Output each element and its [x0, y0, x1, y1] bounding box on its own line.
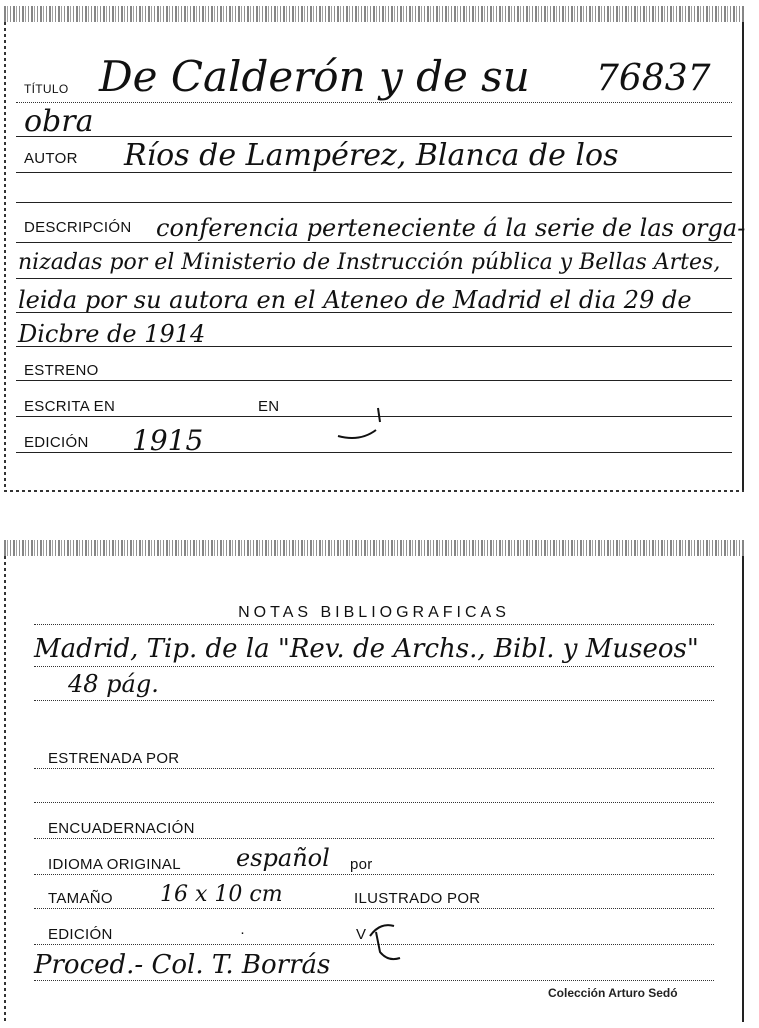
card-edge-right [742, 22, 744, 492]
descripcion-rule-2 [16, 278, 732, 279]
catalog-card-top [4, 6, 744, 492]
procedencia-rule [34, 980, 714, 981]
titulo-rule-2 [16, 136, 732, 137]
descripcion-rule-1 [16, 242, 732, 243]
idioma-original-value: español [236, 844, 330, 872]
autor-value: Ríos de Lampérez, Blanca de los [124, 138, 619, 173]
estrenada-rule [34, 768, 714, 769]
ilustrado-por-label: ILUSTRADO POR [354, 890, 481, 907]
estreno-rule [16, 380, 732, 381]
encuadernacion-rule [34, 838, 714, 839]
descripcion-rule-3 [16, 312, 732, 313]
card-edge-right [742, 556, 744, 1022]
edicion-label: EDICIÓN [24, 434, 89, 451]
estrenada-por-label: ESTRENADA POR [48, 750, 180, 767]
dot-mark: · [240, 924, 246, 941]
edicion-rule [16, 452, 732, 453]
titulo-label: TÍTULO [24, 82, 69, 96]
descripcion-label: DESCRIPCIÓN [24, 219, 132, 236]
titulo-rule [16, 102, 732, 103]
descripcion-line4: Dicbre de 1914 [18, 320, 206, 348]
notas-line2: 48 pág. [68, 670, 159, 698]
descripcion-line2: nizadas por el Ministerio de Instrucción pública y Bellas Artes, [18, 250, 721, 275]
card-edge-left [4, 22, 6, 492]
titulo-value-line2: obra [24, 104, 94, 139]
edicion-rule [34, 944, 714, 945]
notas-rule-1 [34, 666, 714, 667]
idioma-rule [34, 874, 714, 875]
catalog-card-bottom [4, 540, 744, 1022]
torn-edge [4, 6, 744, 22]
escrita-en-label: ESCRITA EN [24, 398, 116, 415]
estreno-label: ESTRENO [24, 362, 99, 379]
en-label: EN [258, 398, 280, 415]
por-label: por [350, 856, 373, 873]
notas-line1: Madrid, Tip. de la "Rev. de Archs., Bibl. y Museos" [34, 634, 699, 664]
autor-label: AUTOR [24, 150, 78, 167]
descripcion-rule-4 [16, 346, 732, 347]
autor-rule-2 [16, 202, 732, 203]
torn-edge [4, 540, 744, 556]
autor-rule [16, 172, 732, 173]
edicion-value: 1915 [132, 424, 204, 457]
descripcion-line1: conferencia perteneciente á la serie de las orga- [156, 214, 746, 242]
idioma-original-label: IDIOMA ORIGINAL [48, 856, 181, 873]
tamano-label: TAMAÑO [48, 890, 113, 907]
descripcion-line3: leida por su autora en el Ateneo de Madrid el dia 29 de [18, 286, 692, 314]
notas-rule-0 [34, 624, 714, 625]
encuadernacion-label: ENCUADERNACIÓN [48, 820, 195, 837]
procedencia-value: Proced.- Col. T. Borrás [34, 950, 331, 980]
tamano-value: 16 x 10 cm [160, 882, 283, 907]
edicion-label: EDICIÓN [48, 926, 113, 943]
notas-rule-2 [34, 700, 714, 701]
tamano-rule [34, 908, 714, 909]
notas-heading: NOTAS BIBLIOGRAFICAS [238, 604, 510, 621]
card-edge-left [4, 556, 6, 1022]
titulo-number: 76837 [596, 58, 711, 99]
v-label: V [356, 926, 367, 943]
collection-credit: Colección Arturo Sedó [548, 986, 678, 1000]
titulo-value: De Calderón y de su [99, 52, 530, 101]
blank-rule [34, 802, 714, 803]
card-edge-bottom [4, 490, 744, 492]
ink-mark [330, 402, 390, 446]
